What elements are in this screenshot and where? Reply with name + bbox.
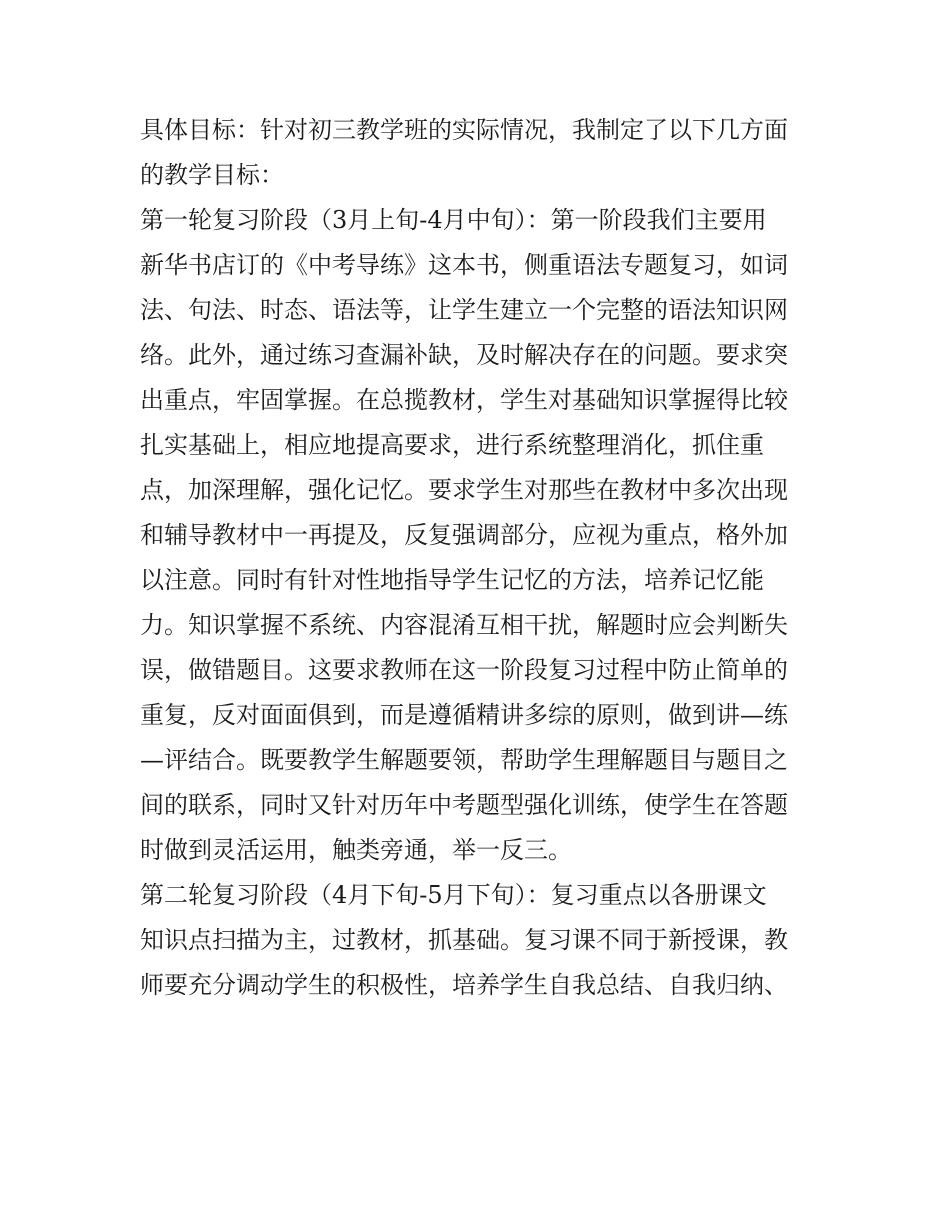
text-line: 点，加深理解，强化记忆。要求学生对那些在教材中多次出现 (140, 476, 788, 504)
text-line: 具体目标：针对初三教学班的实际情况，我制定了以下几方面 (140, 116, 788, 144)
text-line: 法、句法、时态、语法等，让学生建立一个完整的语法知识网 (140, 296, 788, 324)
text-line: —评结合。既要教学生解题要领，帮助学生理解题目与题目之 (140, 746, 788, 774)
body-text (140, 108, 812, 1008)
text-line: 师要充分调动学生的积极性，培养学生自我总结、自我归纳、 (140, 971, 788, 999)
text-line: 重复，反对面面俱到，而是遵循精讲多综的原则，做到讲—练 (140, 701, 788, 729)
text-line: 和辅导教材中一再提及，反复强调部分，应视为重点，格外加 (140, 521, 788, 549)
text-line: 第一轮复习阶段（3月上旬-4月中旬）：第一阶段我们主要用 (140, 206, 767, 234)
text-line: 时做到灵活运用，触类旁通，举一反三。 (140, 836, 572, 864)
text-line: 第二轮复习阶段（4月下旬-5月下旬）：复习重点以各册课文 (140, 881, 767, 909)
text-line: 出重点，牢固掌握。在总揽教材，学生对基础知识掌握得比较 (140, 386, 788, 414)
text-line: 络。此外，通过练习查漏补缺，及时解决存在的问题。要求突 (140, 341, 788, 369)
text-line: 误，做错题目。这要求教师在这一阶段复习过程中防止简单的 (140, 656, 788, 684)
text-line: 以注意。同时有针对性地指导学生记忆的方法，培养记忆能 (140, 566, 764, 594)
text-line: 新华书店订的《中考导练》这本书，侧重语法专题复习，如词 (140, 251, 788, 279)
text-line: 力。知识掌握不系统、内容混淆互相干扰，解题时应会判断失 (140, 611, 788, 639)
text-line: 知识点扫描为主，过教材，抓基础。复习课不同于新授课，教 (140, 926, 788, 954)
text-line: 间的联系，同时又针对历年中考题型强化训练，使学生在答题 (140, 791, 788, 819)
text-line: 扎实基础上，相应地提高要求，进行系统整理消化，抓住重 (140, 431, 764, 459)
text-line: 的教学目标： (140, 161, 284, 189)
